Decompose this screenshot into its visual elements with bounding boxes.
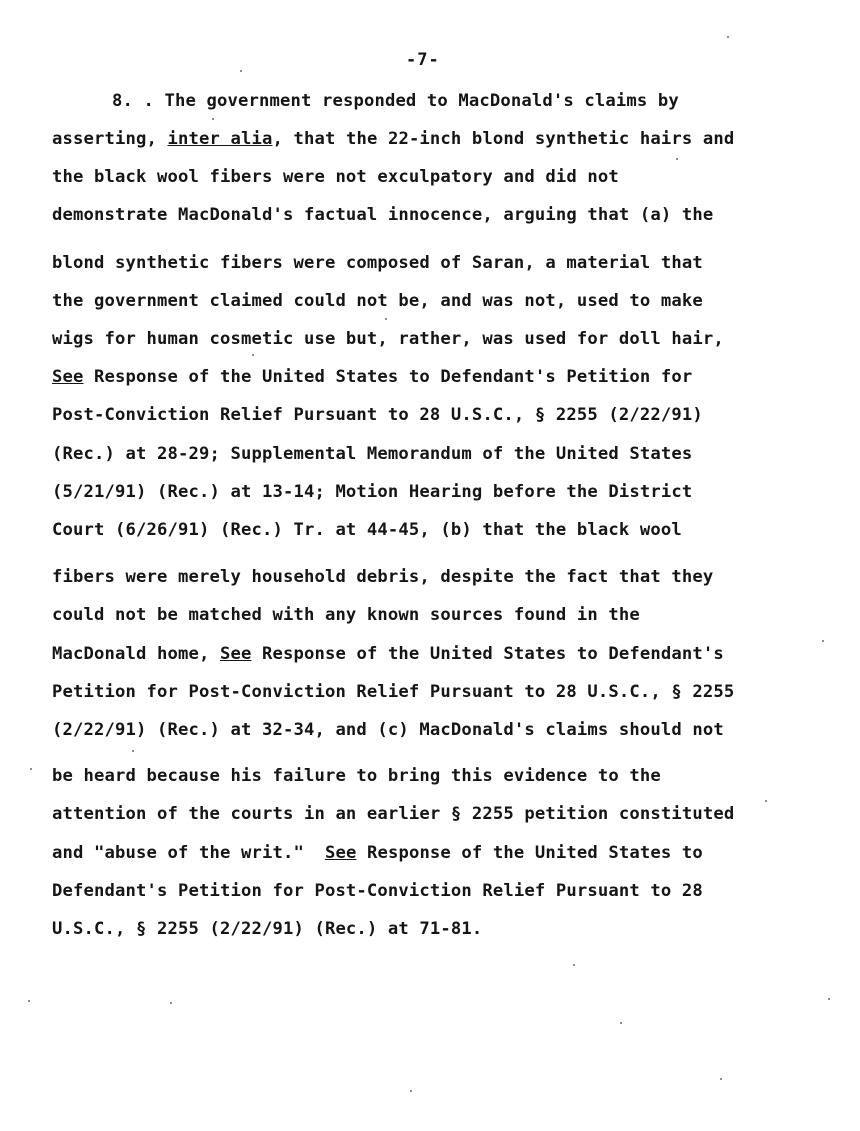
text-segment: Court (6/26/91) (Rec.) Tr. at 44-45, (b) that the black wool — [52, 520, 682, 540]
text-line — [52, 719, 724, 741]
text-line — [52, 252, 703, 274]
text-line — [112, 90, 679, 112]
text-segment: U.S.C., § 2255 (2/22/91) (Rec.) at 71-81. — [52, 919, 483, 939]
text-segment: 8. . The government responded to MacDonald's claims by — [112, 91, 679, 111]
text-line — [52, 566, 713, 588]
text-line — [52, 918, 482, 940]
text-segment: and "abuse of the writ." — [52, 843, 325, 863]
text-line — [52, 643, 724, 665]
scan-speck — [828, 998, 830, 1000]
text-segment: (2/22/91) (Rec.) at 32-34, and (c) MacDonald's claims should not — [52, 720, 724, 740]
text-line — [52, 128, 734, 150]
text-line — [52, 328, 724, 350]
underlined-citation: See — [324, 843, 357, 863]
text-segment: Petition for Post-Conviction Relief Pursuant to 28 U.S.C., § 2255 — [52, 682, 735, 702]
scan-speck — [410, 1090, 412, 1092]
scan-speck — [385, 318, 387, 320]
text-segment: could not be matched with any known sources found in the — [52, 605, 640, 625]
text-segment: Defendant's Petition for Post-Conviction Relief Pursuant to 28 — [52, 881, 703, 901]
scan-speck — [676, 158, 678, 160]
text-segment: Post-Conviction Relief Pursuant to 28 U.S.C., § 2255 (2/22/91) — [52, 405, 703, 425]
scan-speck — [765, 800, 767, 802]
text-line — [52, 803, 734, 825]
text-segment: asserting, — [52, 129, 168, 149]
text-segment: Response of the United States to Defendant's Petition for — [83, 367, 693, 387]
scan-speck — [252, 354, 254, 356]
scan-speck — [30, 768, 32, 770]
scan-speck — [240, 70, 242, 72]
text-line — [52, 481, 692, 503]
text-segment: wigs for human cosmetic use but, rather, was used for doll hair, — [52, 329, 724, 349]
text-line — [52, 404, 703, 426]
underlined-citation: inter alia — [167, 129, 273, 149]
text-segment: blond synthetic fibers were composed of Saran, a material that — [52, 253, 703, 273]
scan-speck — [212, 118, 214, 120]
text-segment: the government claimed could not be, and was not, used to make — [52, 291, 703, 311]
text-segment: fibers were merely household debris, despite the fact that they — [52, 567, 714, 587]
scan-speck — [727, 36, 729, 38]
text-line — [52, 204, 713, 226]
text-segment: (5/21/91) (Rec.) at 13-14; Motion Hearing before the District — [52, 482, 693, 502]
scan-speck — [170, 1002, 172, 1004]
text-line — [52, 681, 734, 703]
text-line — [52, 604, 640, 626]
text-line — [52, 166, 619, 188]
text-line — [52, 880, 703, 902]
text-line — [52, 842, 703, 864]
text-line — [52, 443, 692, 465]
scan-speck — [132, 750, 134, 752]
text-line — [52, 366, 692, 388]
text-segment: be heard because his failure to bring this evidence to the — [52, 766, 661, 786]
text-segment: the black wool fibers were not exculpatory and did not — [52, 167, 619, 187]
text-line — [52, 765, 661, 787]
text-segment: (Rec.) at 28-29; Supplemental Memorandum of the United States — [52, 444, 693, 464]
text-segment: MacDonald home, — [52, 644, 220, 664]
text-segment: Response of the United States to Defendant's — [251, 644, 724, 664]
underlined-citation: See — [219, 644, 252, 664]
text-segment: Response of the United States to — [356, 843, 703, 863]
page-number: -7- — [406, 50, 440, 70]
underlined-citation: See — [52, 367, 84, 387]
text-line — [52, 290, 703, 312]
scan-speck — [822, 640, 824, 642]
text-segment: attention of the courts in an earlier § 2255 petition constituted — [52, 804, 735, 824]
text-segment: demonstrate MacDonald's factual innocence, arguing that (a) the — [52, 205, 714, 225]
text-line — [52, 519, 682, 541]
text-segment: , that the 22-inch blond synthetic hairs and — [272, 129, 735, 149]
scan-speck — [620, 1022, 622, 1024]
scan-speck — [28, 1000, 30, 1002]
scan-speck — [720, 1078, 722, 1080]
scan-speck — [573, 964, 575, 966]
